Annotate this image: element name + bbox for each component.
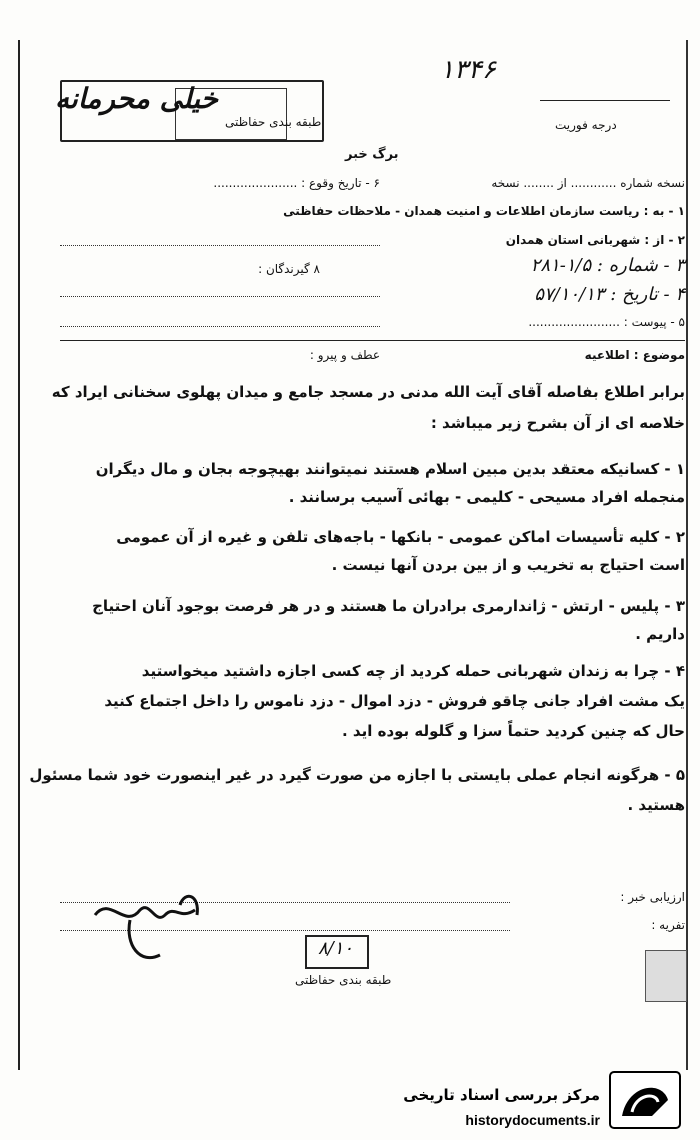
body-paragraph-1-line-1: ۱ - کسانیکه معتقد بدین مبین اسلام هستند نمیتوانند بهیچوجه بجان و مال دیگران	[95, 460, 685, 478]
body-paragraph-3-line-2: داریم .	[635, 625, 685, 643]
body-paragraph-2-line-2: است احتیاج به تخریب و از بین بردن آنها نیست .	[331, 556, 685, 574]
analysis-field: تفریه :	[651, 918, 685, 932]
date-field: ۴ - تاریخ : ۵۷/۱۰/۱۳	[534, 284, 685, 305]
security-classification-label: طبقه بندی حفاظتی	[225, 115, 322, 129]
urgency-label: درجه فوریت	[555, 118, 617, 132]
urgency-line	[540, 100, 670, 101]
evaluation-field: ارزیابی خبر :	[620, 890, 685, 904]
body-paragraph-4-line-2: یک مشت افراد جانی چاقو فروش - دزد اموال - دزد ناموس را داخل اجتماع کنید	[104, 692, 685, 710]
handwritten-signature	[85, 885, 215, 975]
body-paragraph-5-line-2: هستید .	[627, 796, 685, 814]
event-date-field: ۶ - تاریخ وقوع : ......................	[213, 176, 380, 190]
body-paragraph-2-line-1: ۲ - کلیه تأسیسات اماکن عمومی - بانکها - باجه‌های تلفن و غیره از آن عمومی	[116, 528, 685, 546]
form-title: برگ خبر	[345, 147, 399, 162]
separator-line	[60, 340, 685, 341]
corner-stamp	[645, 950, 687, 1002]
to-field: ۱ - به : ریاست سازمان اطلاعات و امنیت همدان - ملاحظات حفاظتی	[283, 204, 685, 218]
bottom-stamp-number: ۸/۱۰	[318, 938, 354, 959]
blank-line	[60, 245, 380, 246]
blank-line	[60, 326, 380, 327]
body-paragraph-5-line-1: ۵ - هرگونه انجام عملی بایستی با اجازه من صورت گیرد در غیر اینصورت خود شما مسئول	[29, 766, 685, 784]
history-documents-logo-icon	[608, 1070, 682, 1130]
number-field: ۳ - شماره : ۱/۵-۲۸۱	[530, 255, 685, 276]
body-intro-line-1: برابر اطلاع بفاصله آقای آیت الله مدنی در مسجد جامع و میدان پهلوی سخنانی ایراد که	[51, 383, 685, 401]
from-field: ۲ - از : شهربانی استان همدان	[505, 233, 685, 247]
recipients-field: ۸ گیرندگان :	[258, 262, 320, 276]
bottom-security-label: طبقه بندی حفاظتی	[295, 973, 392, 987]
blank-line	[60, 296, 380, 297]
handwritten-classification: خیلی محرمانه	[55, 82, 218, 115]
body-paragraph-3-line-1: ۳ - پلیس - ارتش - ژاندارمری برادران ما هستند و در هر فرصت بوجود آنان احتیاج	[92, 597, 685, 615]
subject-field: موضوع : اطلاعیه	[584, 348, 685, 362]
page-edge-right	[686, 40, 688, 1070]
watermark-url: historydocuments.ir	[465, 1112, 600, 1128]
copy-number-field: نسخه شماره ............ از ........ نسخه	[491, 176, 685, 190]
body-paragraph-4-line-3: حال که چنین کردید حتماً سزا و گلوله بوده اید .	[342, 722, 685, 740]
body-paragraph-4-line-1: ۴ - چرا به زندان شهربانی حمله کردید از چه کسی اجازه داشتید میخواستید	[141, 662, 685, 680]
reference-field: عطف و پیرو :	[309, 348, 380, 362]
attachment-field: ۵ - پیوست : ........................	[528, 315, 685, 329]
page-edge-left	[18, 40, 20, 1070]
body-intro-line-2: خلاصه ای از آن بشرح زیر میباشد :	[430, 414, 685, 432]
handwritten-document-number: ۱۳۴۶	[440, 55, 496, 85]
watermark-title: مرکز بررسی اسناد تاریخی	[403, 1086, 600, 1104]
body-paragraph-1-line-2: منجمله افراد مسیحی - کلیمی - بهائی آسیب برسانند .	[288, 488, 685, 506]
